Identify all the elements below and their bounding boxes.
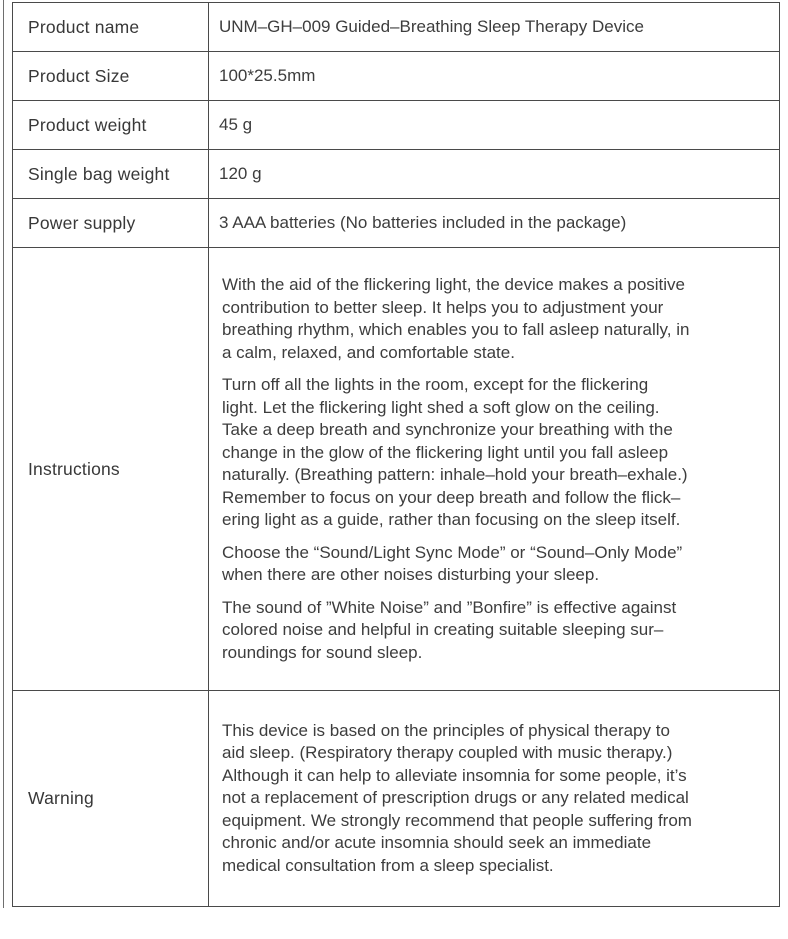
table-row-power-supply xyxy=(13,199,780,248)
instructions-label: Instructions xyxy=(13,248,209,691)
table-row-instructions xyxy=(13,248,780,691)
warning-label: Warning xyxy=(13,691,209,907)
single-bag-weight-label: Single bag weight xyxy=(13,150,209,199)
table-row-single-bag-weight xyxy=(13,150,780,199)
instructions-paragraph-4: The sound of ”White Noise” and ”Bonfire” is effective against colored noise and helpful in creating suitable sleeping sur– roundings for sound sleep. xyxy=(222,597,677,662)
product-weight-value: 45 g xyxy=(209,101,780,150)
product-spec-table xyxy=(12,2,780,907)
power-supply-value: 3 AAA batteries (No batteries included in the package) xyxy=(209,199,780,248)
table-row-product-weight xyxy=(13,101,780,150)
table-row-product-name xyxy=(13,3,780,52)
power-supply-label: Power supply xyxy=(13,199,209,248)
warning-value xyxy=(209,691,780,907)
instructions-value xyxy=(209,248,780,691)
product-name-label: Product name xyxy=(13,3,209,52)
product-size-label: Product Size xyxy=(13,52,209,101)
warning-paragraph-1: This device is based on the principles of physical therapy to aid sleep. (Respiratory therapy coupled with music therapy.) Although it can help to alleviate insomnia for some people, it’s not a replacement of prescription drugs or any related medical equipment. We strongly recommend that people suffering from chronic and/or acute insomnia should seek an immediate medical consultation from a sleep specialist. xyxy=(222,720,692,875)
instructions-paragraph-3: Choose the “Sound/Light Sync Mode” or “Sound–Only Mode” when there are other noises disturbing your sleep. xyxy=(222,542,683,584)
table-row-warning xyxy=(13,691,780,907)
product-name-value: UNM–GH–009 Guided–Breathing Sleep Therapy Device xyxy=(209,3,780,52)
instructions-paragraph-1: With the aid of the flickering light, the device makes a positive contribution to better sleep. It helps you to adjustment your breathing rhythm, which enables you to fall asleep naturally, in a calm, relaxed, and comfortable state. xyxy=(222,275,690,362)
table-row-product-size xyxy=(13,52,780,101)
crop-edge-line xyxy=(3,0,4,908)
instructions-paragraph-2: Turn off all the lights in the room, except for the flickering light. Let the flickering light shed a soft glow on the ceiling. Take a deep breath and synchronize your breathing with the change in the glow of the flickering light until you fall asleep naturally. (Breathing pattern: inhale–hold your breath–exhale.) Remember to focus on your deep breath and follow the flick– ering light as a guide, rather than focusing on the sleep itself. xyxy=(222,375,688,529)
single-bag-weight-value: 120 g xyxy=(209,150,780,199)
product-weight-label: Product weight xyxy=(13,101,209,150)
product-size-value: 100*25.5mm xyxy=(209,52,780,101)
